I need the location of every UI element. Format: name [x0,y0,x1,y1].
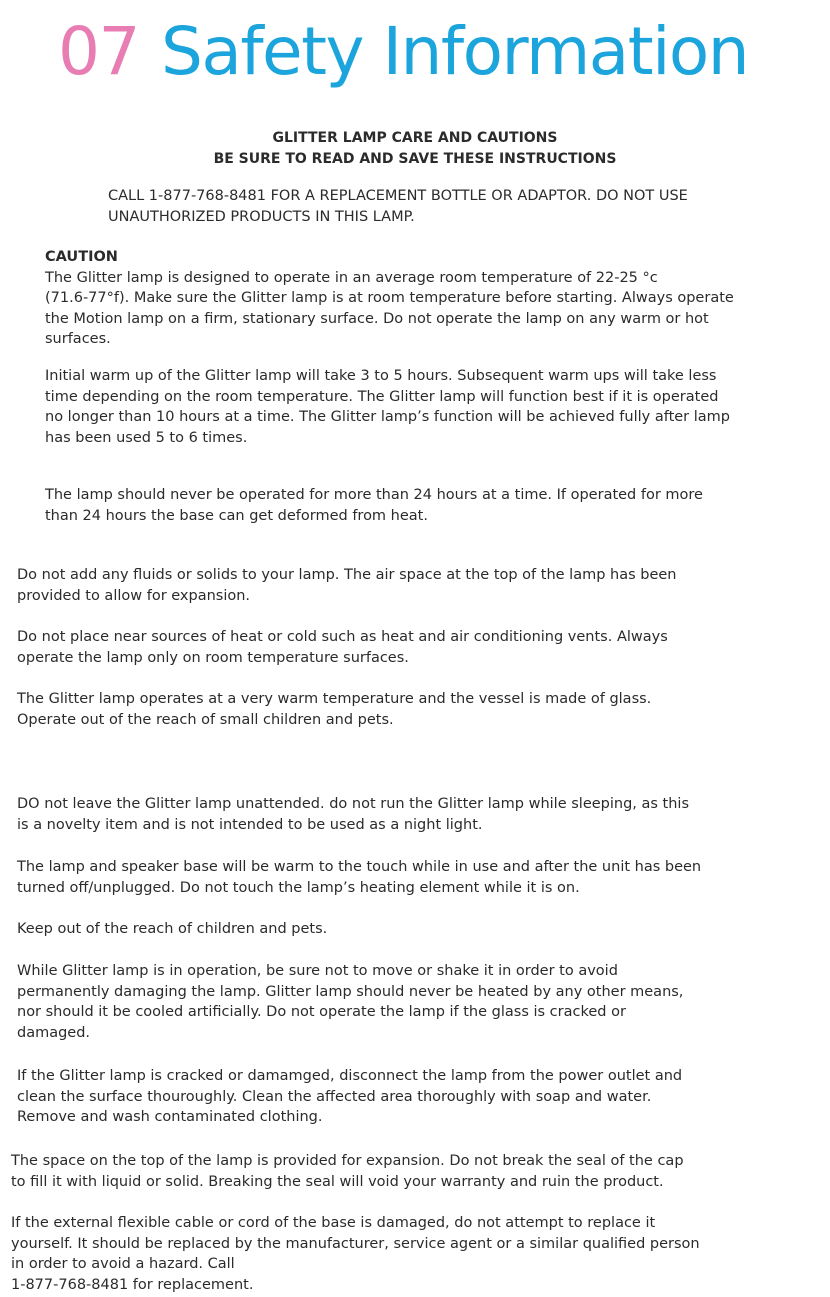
text-line: If the external flexible cable or cord of the base is damaged, do not attempt to replace it [11,1215,656,1231]
caution-heading: CAUTION [45,249,118,265]
text-line: operate the lamp only on room temperature surfaces. [17,649,409,666]
warning-paragraph [17,919,327,940]
text-line: Initial warm up of the Glitter lamp will take 3 to 5 hours. Subsequent warm ups will take less [45,368,717,384]
warning-paragraph [17,857,701,898]
text-line: is a novelty item and is not intended to be used as a night light. [17,816,483,833]
text-line: The lamp and speaker base will be warm to the touch while in use and after the unit has been [17,859,702,875]
caution-section [45,247,734,350]
warning-paragraph [11,1213,700,1295]
warning-paragraph [17,961,683,1043]
warning-paragraph [17,689,651,730]
warning-paragraph [11,1151,684,1192]
text-line: surfaces. [45,331,111,348]
warning-paragraph [17,627,668,668]
page-header [58,2,748,102]
text-line: to fill it with liquid or solid. Breaking the seal will void your warranty and ruin the product. [11,1173,664,1190]
text-line: nor should it be cooled artificially. Do not operate the lamp if the glass is cracked or [17,1004,626,1021]
text-line: than 24 hours the base can get deformed from heat. [45,507,428,524]
subheading-read: BE SURE TO READ AND SAVE THESE INSTRUCTIONS [213,151,617,167]
text-line: CALL 1-877-768-8481 FOR A REPLACEMENT BOTTLE OR ADAPTOR. DO NOT USE [108,188,688,204]
text-line: 1-877-768-8481 for replacement. [11,1276,254,1293]
text-line: Keep out of the reach of children and pets. [17,921,328,937]
text-line: turned off/unplugged. Do not touch the lamp’s heating element while it is on. [17,879,580,896]
text-line: time depending on the room temperature. The Glitter lamp will function best if it is operated [45,388,719,405]
text-line: Remove and wash contaminated clothing. [17,1109,323,1126]
text-line: has been used 5 to 6 times. [45,429,248,446]
text-line: clean the surface thouroughly. Clean the affected area thoroughly with soap and water. [17,1088,652,1105]
warning-paragraph [17,565,677,606]
text-line: (71.6-77°f). Make sure the Glitter lamp is at room temperature before starting. Always operate [45,290,734,307]
text-line: provided to allow for expansion. [17,587,251,604]
warning-paragraph [17,794,689,835]
subheadings [0,128,830,170]
warning-paragraph [17,1066,682,1128]
text-line: Operate out of the reach of small children and pets. [17,711,394,728]
section-number: 07 [58,13,139,90]
call-notice [108,186,688,227]
page-title: Safety Information [160,13,749,90]
caution-paragraph-warmup [45,366,730,448]
text-line: UNAUTHORIZED PRODUCTS IN THIS LAMP. [108,208,415,225]
text-line: The Glitter lamp is designed to operate in an average room temperature of 22-25 °c [45,269,658,286]
text-line: The lamp should never be operated for more than 24 hours at a time. If operated for more [45,487,703,503]
text-line: DO not leave the Glitter lamp unattended. do not run the Glitter lamp while sleeping, as this [17,796,690,812]
text-line: Do not place near sources of heat or cold such as heat and air conditioning vents. Always [17,629,668,645]
text-line: yourself. It should be replaced by the manufacturer, service agent or a similar qualified person [11,1235,700,1252]
text-line: While Glitter lamp is in operation, be sure not to move or shake it in order to avoid [17,963,618,979]
text-line: damaged. [17,1024,91,1041]
caution-paragraph-duration [45,485,703,526]
text-line: in order to avoid a hazard. Call [11,1256,235,1273]
text-line: permanently damaging the lamp. Glitter lamp should never be heated by any other means, [17,983,684,1000]
text-line: The Glitter lamp operates at a very warm temperature and the vessel is made of glass. [17,691,652,707]
subheading-care: GLITTER LAMP CARE AND CAUTIONS [272,130,558,146]
text-line: no longer than 10 hours at a time. The Glitter lamp’s function will be achieved fully after lamp [45,409,730,426]
text-line: Do not add any fluids or solids to your lamp. The air space at the top of the lamp has been [17,567,677,583]
text-line: the Motion lamp on a firm, stationary surface. Do not operate the lamp on any warm or hot [45,310,709,327]
text-line: If the Glitter lamp is cracked or damamged, disconnect the lamp from the power outlet and [17,1068,683,1084]
text-line: The space on the top of the lamp is provided for expansion. Do not break the seal of the cap [11,1153,684,1169]
